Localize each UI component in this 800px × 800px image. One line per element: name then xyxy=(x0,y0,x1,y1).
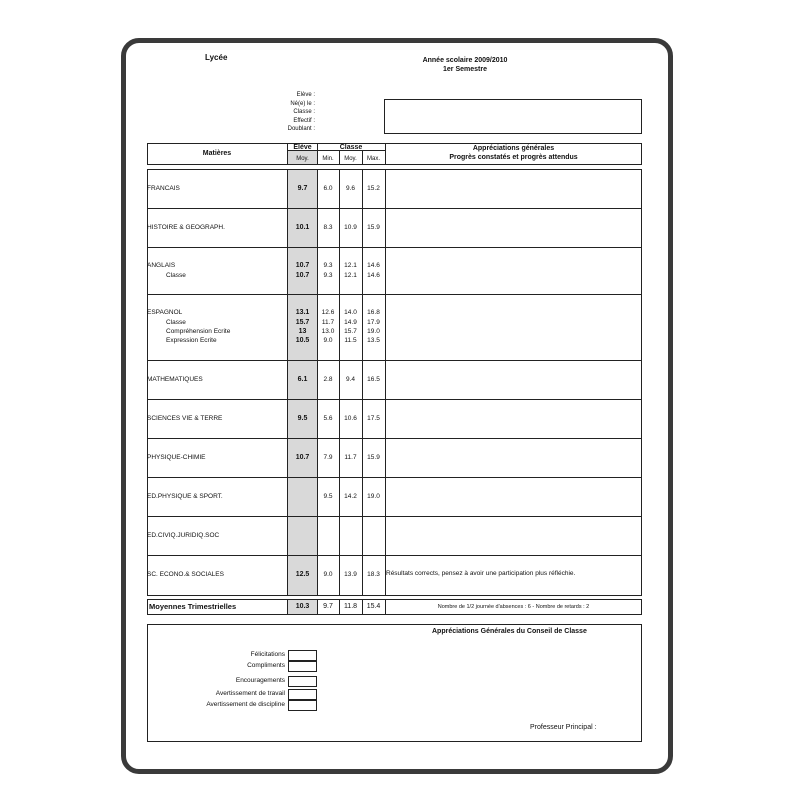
grade-max: 15.9 xyxy=(367,223,380,231)
appreciations-header-line2: Progrès constatés et progrès attendus xyxy=(449,154,578,161)
sub-subject-name: Classe xyxy=(166,271,186,279)
conseil-option-checkbox[interactable] xyxy=(288,676,317,687)
summary-label: Moyennes Trimestrielles xyxy=(149,602,237,611)
grade-moy: 10.7 xyxy=(295,453,310,461)
sub-subject-name: Compréhension Ecrite xyxy=(166,328,231,335)
summary-class-moy: 11.8 xyxy=(343,603,358,610)
grade-moy: 6.1 xyxy=(297,375,308,383)
eleve-shade xyxy=(288,517,317,555)
header-divider xyxy=(287,143,288,165)
grade-min: 9.3 xyxy=(323,262,333,270)
column-divider xyxy=(385,169,386,209)
grade-cmoy: 14.2 xyxy=(344,492,357,500)
grade-moy: 10.7 xyxy=(295,262,310,270)
max-header: Max. xyxy=(366,156,380,162)
grade-moy: 10.7 xyxy=(295,271,310,279)
grade-max: 19.0 xyxy=(367,492,380,500)
grade-cmoy: 9.6 xyxy=(345,184,356,192)
grade-moy: 15.7 xyxy=(295,318,310,326)
grade-moy: 12.5 xyxy=(295,571,310,579)
header-divider xyxy=(385,143,386,165)
subject-name: ED.PHYSIQUE & SPORT. xyxy=(147,492,223,500)
grade-min: 8.3 xyxy=(323,223,333,231)
summary-divider xyxy=(385,599,386,615)
subject-name: SC. ECONO.& SOCIALES xyxy=(147,571,224,579)
moy-header: Moy. xyxy=(296,156,309,162)
appreciations-header-line1: Appréciations générales xyxy=(472,145,555,152)
subject-name: ED.CIVIQ.JURIDIQ.SOC xyxy=(147,531,220,539)
column-divider xyxy=(385,438,386,478)
grade-cmoy: 12.1 xyxy=(344,262,357,270)
student-field-label: Doublant : xyxy=(287,126,315,132)
grade-min: 12.6 xyxy=(321,309,335,317)
grade-min: 6.0 xyxy=(323,184,333,192)
conseil-option-label: Avertissement de discipline xyxy=(206,701,285,708)
subjects-header: Matières xyxy=(202,150,232,157)
class-moy-header: Moy. xyxy=(344,156,357,162)
conseil-option-checkbox[interactable] xyxy=(288,650,317,661)
grade-max: 17.5 xyxy=(367,414,380,422)
grade-moy: 10.1 xyxy=(295,223,310,231)
header-divider xyxy=(362,151,363,165)
classe-header: Classe xyxy=(339,144,363,151)
column-divider xyxy=(339,516,340,556)
grade-max: 18.3 xyxy=(367,571,380,579)
student-info-box xyxy=(384,99,642,134)
grade-moy: 13.1 xyxy=(295,309,310,317)
grade-cmoy: 11.5 xyxy=(344,337,357,345)
column-divider xyxy=(385,247,386,295)
column-divider xyxy=(385,399,386,439)
conseil-option-label: Félicitations xyxy=(250,651,285,658)
grade-moy: 13 xyxy=(298,328,307,335)
grade-max: 16.5 xyxy=(367,375,380,383)
teacher-appreciation: Résultats corrects, pensez à avoir une participation plus réfléchie. xyxy=(386,570,576,577)
absences-count: Nombre de 1/2 journée d'absences : 6 - Nombre de retards : 2 xyxy=(437,604,590,610)
conseil-option-label: Avertissement de travail xyxy=(215,690,285,697)
column-divider xyxy=(287,477,288,517)
grade-cmoy: 13.9 xyxy=(344,571,357,579)
header-divider xyxy=(339,151,340,165)
column-divider xyxy=(385,360,386,400)
grade-max: 19.0 xyxy=(367,328,380,335)
column-divider xyxy=(385,477,386,517)
student-field-label: Classe : xyxy=(293,109,315,115)
grade-max: 14.6 xyxy=(367,271,380,279)
grade-cmoy: 11.7 xyxy=(344,453,357,461)
subject-block xyxy=(147,360,642,400)
grade-min: 2.8 xyxy=(323,375,333,383)
summary-divider xyxy=(362,599,363,615)
eleve-header: Elève xyxy=(293,144,312,151)
subject-name: MATHEMATIQUES xyxy=(147,375,203,383)
student-field-label: Né(e) le : xyxy=(290,100,315,107)
grade-max: 15.9 xyxy=(367,453,380,461)
summary-divider xyxy=(339,599,340,615)
sub-subject-name: Classe xyxy=(166,318,186,326)
conseil-option-checkbox[interactable] xyxy=(288,689,317,700)
subject-name: FRANCAIS xyxy=(147,184,180,192)
grade-min: 11.7 xyxy=(321,318,335,326)
column-divider xyxy=(385,208,386,248)
eleve-shade xyxy=(288,478,317,516)
student-field-label: Effectif : xyxy=(293,117,315,124)
subject-name: ANGLAIS xyxy=(147,262,176,270)
grade-min: 5.6 xyxy=(323,414,333,422)
grade-moy: 10.5 xyxy=(295,337,310,345)
conseil-option-checkbox[interactable] xyxy=(288,700,317,711)
header-divider xyxy=(317,143,318,165)
min-header: Min. xyxy=(322,156,334,162)
grade-max: 14.6 xyxy=(367,262,380,270)
summary-max: 15.4 xyxy=(366,603,381,610)
grade-max: 16.8 xyxy=(367,309,380,317)
conseil-option-label: Compliments xyxy=(247,662,285,669)
conseil-title: Appréciations Générales du Conseil de Classe xyxy=(432,628,587,635)
subject-name: HISTOIRE & GEOGRAPH. xyxy=(147,223,225,231)
summary-divider xyxy=(287,599,288,615)
grade-max: 13.5 xyxy=(367,337,380,345)
grade-cmoy: 10.9 xyxy=(344,223,357,231)
header-divider xyxy=(287,150,385,151)
grade-cmoy: 15.7 xyxy=(344,328,357,335)
semester: 1er Semestre xyxy=(443,66,487,73)
summary-divider xyxy=(317,599,318,615)
column-divider xyxy=(287,516,288,556)
grade-min: 9.3 xyxy=(323,271,333,279)
grade-moy: 9.5 xyxy=(297,414,308,422)
column-divider xyxy=(317,516,318,556)
summary-moy: 10.3 xyxy=(295,603,310,610)
column-divider xyxy=(362,516,363,556)
grade-cmoy: 14.9 xyxy=(344,318,357,326)
subject-block xyxy=(147,169,642,209)
grade-max: 15.2 xyxy=(367,184,380,192)
school-year: Année scolaire 2009/2010 xyxy=(422,57,508,64)
subject-name: SCIENCES VIE & TERRE xyxy=(147,414,223,422)
grade-cmoy: 9.4 xyxy=(345,375,356,383)
grade-min: 9.0 xyxy=(323,571,333,579)
column-divider xyxy=(385,516,386,556)
grade-min: 13.0 xyxy=(321,328,335,335)
column-divider xyxy=(385,294,386,361)
grade-moy: 9.7 xyxy=(297,184,308,192)
subject-block xyxy=(147,438,642,478)
signature-label: Professeur Principal : xyxy=(530,724,597,731)
grade-cmoy: 12.1 xyxy=(344,271,357,279)
grade-cmoy: 10.6 xyxy=(344,414,357,422)
sub-subject-name: Expression Ecrite xyxy=(166,337,217,345)
grade-min: 9.0 xyxy=(323,337,333,345)
conseil-option-checkbox[interactable] xyxy=(288,661,317,672)
summary-min: 9.7 xyxy=(323,603,333,610)
grade-min: 7.9 xyxy=(323,453,333,461)
grade-min: 9.5 xyxy=(323,492,333,500)
subject-name: ESPAGNOL xyxy=(147,309,183,317)
subject-block xyxy=(147,247,642,295)
school-name: Lycée xyxy=(205,53,228,62)
conseil-option-label: Encouragements xyxy=(235,677,285,684)
student-field-label: Elève : xyxy=(296,92,315,98)
subject-name: PHYSIQUE-CHIMIE xyxy=(147,453,206,461)
grade-cmoy: 14.0 xyxy=(344,309,357,317)
subject-block xyxy=(147,516,642,556)
grade-max: 17.9 xyxy=(367,318,380,326)
